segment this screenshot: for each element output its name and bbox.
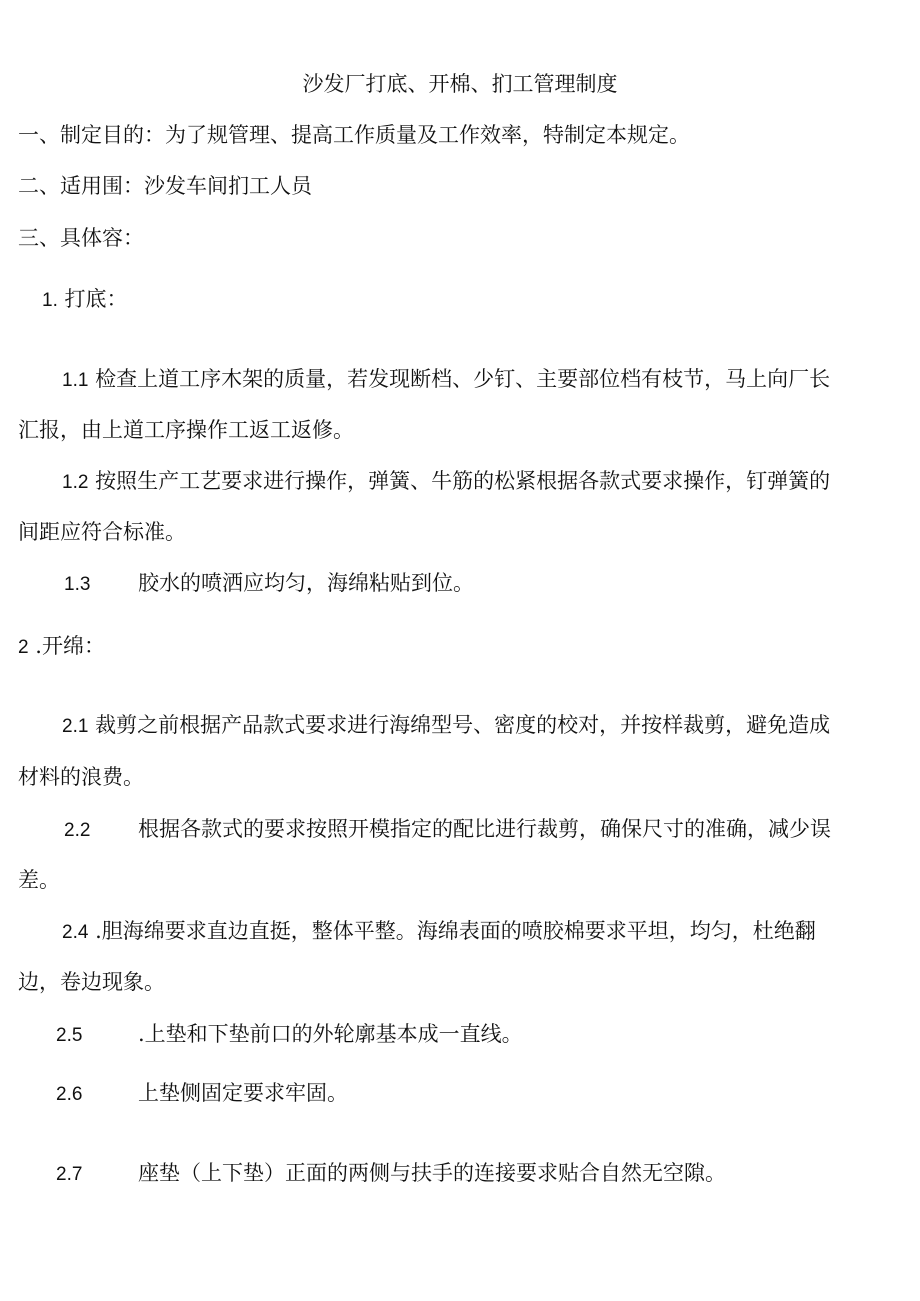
heading-foam-number: 2: [18, 637, 29, 658]
item-1-2-line-2: 间距应符合标准。: [18, 520, 186, 544]
item-2-4-number: 2.4: [62, 922, 89, 943]
item-2-5-text: .上垫和下垫前口的外轮廓基本成一直线。: [138, 1022, 523, 1046]
item-2-1-text: 裁剪之前根据产品款式要求进行海绵型号、密度的校对，并按样裁剪，避免造成: [95, 713, 831, 737]
item-1-1-text: 检查上道工序木架的质量，若发现断档、少钉、主要部位档有枝节，马上向厂长: [95, 367, 831, 391]
item-1-3-number: 1.3: [64, 574, 91, 595]
item-2-2-line-2: 差。: [18, 868, 60, 892]
item-1-3-text: 胶水的喷洒应均匀，海绵粘贴到位。: [138, 571, 474, 595]
item-2-1-line-2: 材料的浪费。: [18, 765, 144, 789]
item-2-6-number: 2.6: [56, 1084, 83, 1105]
item-2-7-text: 座垫（上下垫）正面的两侧与扶手的连接要求贴合自然无空隙。: [138, 1161, 726, 1185]
heading-foam: [18, 632, 105, 662]
document-title: 沙发厂打底、开棉、扪工管理制度: [302, 72, 618, 96]
item-1-2-text: 按照生产工艺要求进行操作，弹簧、牛筋的松紧根据各款式要求操作，钉弹簧的: [95, 469, 831, 493]
heading-foam-text: .开绵：: [35, 634, 105, 658]
section-purpose: 一、制定目的：为了规管理、提高工作质量及工作效率，特制定本规定。: [18, 123, 690, 147]
item-1-1-number: 1.1: [62, 370, 89, 391]
item-2-1-line-1: [62, 711, 830, 741]
item-2-1-number: 2.1: [62, 716, 89, 737]
heading-primer-number: 1.: [42, 290, 58, 311]
item-2-4-line-2: 边，卷边现象。: [18, 970, 165, 994]
section-content: 三、具体容：: [18, 226, 144, 250]
item-2-2-number: 2.2: [64, 820, 91, 841]
item-2-4-line-1: [62, 917, 816, 947]
item-1-2-number: 1.2: [62, 472, 89, 493]
item-2-2-line-1: 根据各款式的要求按照开模指定的配比进行裁剪，确保尺寸的准确，减少误: [138, 817, 831, 841]
item-1-2-line-1: [62, 467, 830, 497]
item-2-5-number: 2.5: [56, 1025, 83, 1046]
section-scope: 二、适用围：沙发车间扪工人员: [18, 174, 312, 198]
item-2-7-number: 2.7: [56, 1164, 83, 1185]
heading-primer-text: 打底：: [64, 287, 128, 311]
item-2-4-text: .胆海绵要求直边直挺，整体平整。海绵表面的喷胶棉要求平坦，均匀，杜绝翻: [95, 919, 816, 943]
item-1-1-line-2: 汇报，由上道工序操作工返工返修。: [18, 418, 354, 442]
heading-primer: [42, 285, 128, 315]
item-2-6-text: 上垫侧固定要求牢固。: [138, 1081, 348, 1105]
item-1-1-line-1: [62, 365, 830, 395]
